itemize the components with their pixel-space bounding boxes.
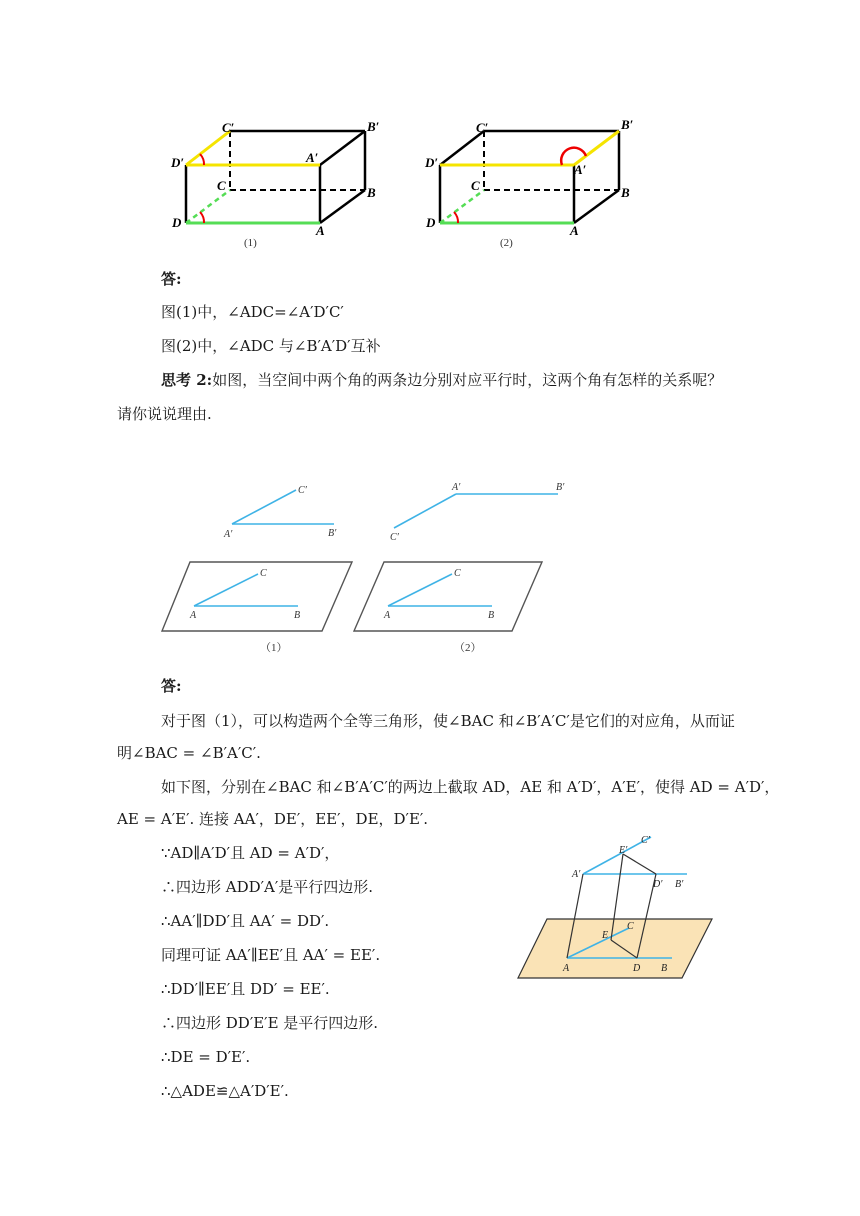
- label-a1: A′: [224, 529, 233, 540]
- label-c1: C′: [390, 532, 399, 543]
- label-a1: A′: [452, 482, 461, 493]
- answer1-heading: 答:: [161, 270, 182, 288]
- answer2-p2b: AE = A′E′. 连接 AA′，DE′，EE′，DE，D′E′.: [117, 810, 429, 828]
- label-c: C: [471, 178, 480, 193]
- answer2-p1b: 明∠BAC = ∠B′A′C′.: [117, 744, 261, 762]
- label-c: C: [217, 178, 226, 193]
- figure-cuboids: [160, 115, 640, 255]
- label-b1: B′: [675, 879, 684, 890]
- figure-construction: [515, 832, 720, 982]
- label-a1: A′: [572, 869, 581, 880]
- label-d1: D′: [653, 879, 663, 890]
- label-c1: C′: [476, 120, 489, 135]
- label-d: D: [172, 215, 182, 230]
- answer1-line1: 图(1)中，∠ADC=∠A′D′C′: [161, 303, 344, 321]
- proof-step-3: ∴AA′∥DD′且 AA′ = DD′.: [161, 912, 330, 930]
- proof-step-8: ∴△ADE≌△A′D′E′.: [161, 1082, 289, 1100]
- proof-step-2: ∴四边形 ADD′A′是平行四边形.: [161, 878, 374, 896]
- label-b: B: [488, 610, 495, 621]
- proof-step-1: ∵AD∥A′D′且 AD = A′D′，: [161, 844, 340, 862]
- label-d1: D′: [171, 155, 185, 170]
- answer2-p1a: 对于图（1），可以构造两个全等三角形，使∠BAC 和∠B′A′C′是它们的对应角，从而证: [161, 712, 735, 730]
- label-c: C: [260, 568, 267, 579]
- caption-left: (1): [244, 237, 257, 249]
- proof-step-5: ∴DD′∥EE′且 DD′ = EE′.: [161, 980, 330, 998]
- label-c: C: [627, 921, 634, 932]
- angle-diagram-left: [162, 485, 352, 654]
- label-a: A: [563, 963, 570, 974]
- label-e1: E′: [619, 845, 628, 856]
- label-c1: C′: [298, 485, 307, 496]
- cuboid-left: [170, 119, 380, 249]
- answer1-line2: 图(2)中，∠ADC 与∠B′A′D′互补: [161, 337, 381, 355]
- label-a: A: [190, 610, 197, 621]
- label-c1: C′: [641, 835, 650, 846]
- label-a1: A′: [574, 162, 587, 177]
- label-b1: B′: [367, 119, 380, 134]
- label-b1: B′: [556, 482, 565, 493]
- answer2-p2a: 如下图，分别在∠BAC 和∠B′A′C′的两边上截取 AD，AE 和 A′D′，A′E′，使得 AD = A′D′，: [161, 778, 780, 796]
- caption-left: （1）: [260, 642, 288, 654]
- caption-right: （2）: [454, 642, 482, 654]
- label-d1: D′: [425, 155, 439, 170]
- answer2-heading: 答:: [161, 677, 182, 695]
- label-b: B: [294, 610, 301, 621]
- label-a1: A′: [306, 150, 319, 165]
- label-b: B: [661, 963, 668, 974]
- figure-parallel-angles: [158, 478, 565, 658]
- proof-step-4: 同理可证 AA′∥EE′且 AA′ = EE′.: [161, 946, 381, 964]
- label-c1: C′: [222, 120, 235, 135]
- think2-text: 如图，当空间中两个角的两条边分别对应平行时，这两个角有怎样的关系呢？: [212, 371, 723, 389]
- label-a: A: [384, 610, 391, 621]
- think2-label: 思考 2:: [161, 371, 213, 389]
- label-a: A: [570, 223, 579, 238]
- label-a: A: [316, 223, 325, 238]
- label-e: E: [602, 930, 609, 941]
- label-b: B: [367, 185, 376, 200]
- angle-diagram-right: [354, 482, 565, 654]
- proof-step-6: ∴四边形 DD′E′E 是平行四边形.: [161, 1014, 379, 1032]
- label-d: D: [426, 215, 436, 230]
- cuboid-right: [424, 117, 634, 249]
- label-b1: B′: [621, 117, 634, 132]
- label-b1: B′: [328, 528, 337, 539]
- label-b: B: [621, 185, 630, 200]
- caption-right: (2): [500, 237, 513, 249]
- think2-paragraph: [161, 370, 722, 390]
- think2-text-cont: 请你说说理由.: [117, 405, 212, 423]
- label-c: C: [454, 568, 461, 579]
- proof-step-7: ∴DE = D′E′.: [161, 1048, 251, 1066]
- label-d: D: [633, 963, 641, 974]
